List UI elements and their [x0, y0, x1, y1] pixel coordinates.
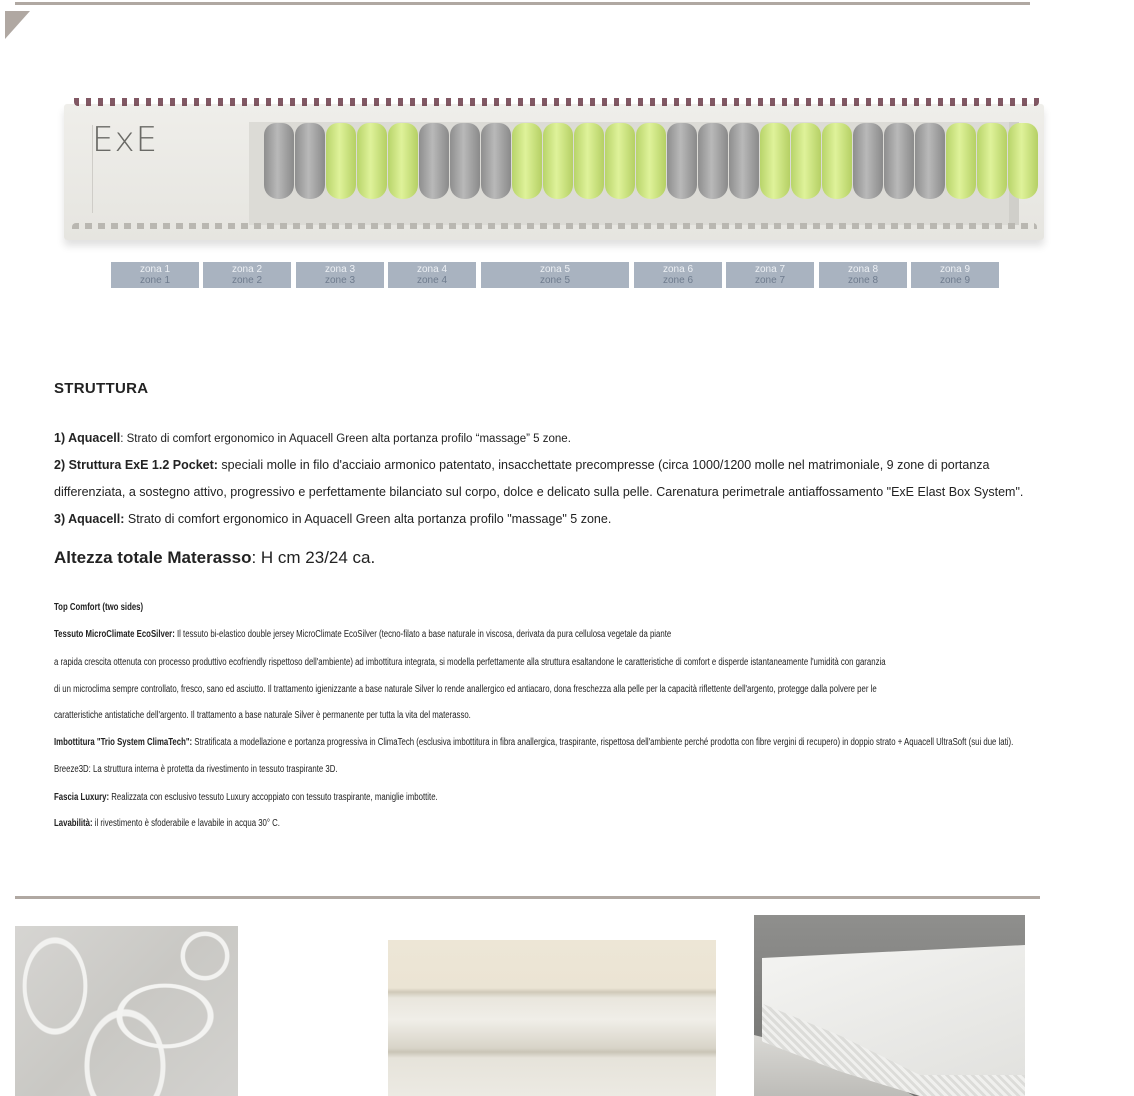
- top-comfort-label: Top Comfort (two sides): [54, 602, 144, 613]
- pocket-spring-gray: [667, 123, 697, 199]
- zone-8: [819, 262, 907, 288]
- item-text: speciali molle in filo d'acciaio armonico patentato, insacchettate precompresse (circa 1000/1200 molle nel matrimoniale, 9 zone di portanza: [217, 458, 990, 472]
- pocket-spring-gray: [481, 123, 511, 199]
- detail-label: Imbottitura "Trio System ClimaTech":: [54, 737, 193, 748]
- detail-text: Breeze3D: La struttura interna è protetta da rivestimento in tessuto traspirante 3D.: [54, 764, 338, 775]
- detail-text: il rivestimento è sfoderabile e lavabile in acqua 30° C.: [92, 818, 280, 829]
- detail-text: Realizzata con esclusivo tessuto Luxury accoppiato con tessuto traspirante, maniglie imbottite.: [109, 792, 438, 803]
- detail-label: Fascia Luxury:: [54, 792, 110, 803]
- zone-label-en: zone 2: [231, 275, 263, 286]
- foam-layers-photo: [388, 940, 716, 1096]
- zone-label-en: zone 4: [416, 275, 448, 286]
- zone-7: [726, 262, 814, 288]
- pocket-spring-green: [760, 123, 790, 199]
- zone-2: [203, 262, 291, 288]
- detail-text: Stratificata a modellazione e portanza progressiva in ClimaTech (esclusiva imbottitura in fibra anallergica, traspirante, rispettosa dell'ambiente perché prodotta con fibre vergini di recupero) in doppio strato + Aquacell UltraSoft (sui due lati).: [192, 737, 1014, 748]
- pocket-spring-green: [357, 123, 387, 199]
- top-comfort-heading: [54, 602, 143, 613]
- zone-5: [481, 262, 629, 288]
- pocket-spring-gray: [698, 123, 728, 199]
- zone-label-it: zona 7: [754, 264, 786, 275]
- zone-1: [111, 262, 199, 288]
- item-text: : Strato di comfort ergonomico in Aquacell Green alta portanza profilo “massage” 5 zone.: [120, 433, 571, 445]
- pocket-spring-gray: [884, 123, 914, 199]
- detail-line: [54, 764, 338, 775]
- zone-3: [296, 262, 384, 288]
- zone-label-en: zone 8: [847, 275, 879, 286]
- zone-label-it: zona 8: [847, 264, 879, 275]
- total-height-label: Altezza totale Materasso: [54, 548, 252, 567]
- zone-label-it: zona 6: [662, 264, 694, 275]
- pocket-spring-gray: [419, 123, 449, 199]
- detail-line: [54, 818, 280, 829]
- detail-label: Tessuto MicroClimate EcoSilver:: [54, 629, 175, 640]
- pocket-spring-green: [977, 123, 1007, 199]
- detail-text: di un microclima sempre controllato, fresco, sano ed asciutto. Il trattamento igienizzante a base naturale Silver lo rende anallergico ed antiacaro, dona freschezza alla pelle per la capacità riflettente dell'argento, protegge dalla polvere per le: [54, 684, 877, 695]
- zone-label-en: zone 5: [539, 275, 571, 286]
- zone-label-en: zone 9: [939, 275, 971, 286]
- massage-profile-top: [74, 98, 1039, 106]
- zone-6: [634, 262, 722, 288]
- zone-9: [911, 262, 999, 288]
- item-label: 2) Struttura ExE 1.2 Pocket:: [54, 458, 218, 472]
- item-text: differenziata, a sostegno attivo, progressivo e perfettamente bilanciato sul corpo, dolce e delicato sulla pelle. Carenatura perimetrale antiaffossamento "ExE Elast Box System".: [54, 485, 1024, 499]
- detail-line: [54, 737, 1013, 748]
- pocket-spring-green: [1008, 123, 1038, 199]
- section-heading-struttura: STRUTTURA: [54, 380, 149, 397]
- pocket-spring-green: [326, 123, 356, 199]
- pocket-spring-green: [822, 123, 852, 199]
- total-height: [54, 548, 375, 568]
- detail-line: [54, 792, 438, 803]
- struttura-item-1: [54, 431, 571, 445]
- massage-profile-bottom: [72, 223, 1037, 229]
- pocket-spring-gray: [450, 123, 480, 199]
- zone-label-it: zona 2: [231, 264, 263, 275]
- pocket-spring-green: [388, 123, 418, 199]
- item-label: 1) Aquacell: [54, 431, 121, 445]
- mattress-on-base-photo: [754, 915, 1025, 1096]
- pocket-spring-green: [636, 123, 666, 199]
- pocket-spring-gray: [853, 123, 883, 199]
- struttura-item-2: [54, 458, 990, 472]
- pocket-spring-gray: [295, 123, 325, 199]
- detail-text: a rapida crescita ottenuta con processo produttivo ecofriendly rispettoso dell'ambiente) ad imbottitura integrata, si modella perfettamente alla struttura esaltandone le caratteristiche di comfort e disperde istantaneamente l'umidità con garanzia: [54, 657, 886, 668]
- zone-4: [388, 262, 476, 288]
- zone-label-en: zone 6: [662, 275, 694, 286]
- pocket-spring-gray: [729, 123, 759, 199]
- item-label: 3) Aquacell:: [54, 512, 125, 526]
- pocket-spring-gray: [264, 123, 294, 199]
- pocket-spring-green: [791, 123, 821, 199]
- zone-label-it: zona 3: [324, 264, 356, 275]
- pocket-springs: [264, 123, 1038, 199]
- detail-text: caratteristiche antistatiche dell'argento. Il trattamento a base naturale Silver è permanente per tutta la vita del materasso.: [54, 710, 471, 721]
- zone-label-it: zona 4: [416, 264, 448, 275]
- pocket-spring-green: [512, 123, 542, 199]
- zone-label-en: zone 1: [139, 275, 171, 286]
- brand-logo: ExE: [92, 120, 159, 160]
- detail-line: [54, 710, 471, 721]
- detail-line: [54, 657, 886, 668]
- detail-text: Il tessuto bi-elastico double jersey MicroClimate EcoSilver (tecno-filato a base naturale in viscosa, derivata da pura cellulosa vegetale da piante: [174, 629, 672, 640]
- zone-label-en: zone 7: [754, 275, 786, 286]
- zone-label-it: zona 9: [939, 264, 971, 275]
- detail-line: [54, 684, 877, 695]
- pocket-spring-green: [605, 123, 635, 199]
- detail-line: [54, 629, 671, 640]
- pocket-spring-gray: [915, 123, 945, 199]
- struttura-item-2-cont: [54, 485, 1023, 499]
- pocket-spring-green: [574, 123, 604, 199]
- pocket-spring-green: [543, 123, 573, 199]
- bottom-divider: [15, 896, 1040, 899]
- zone-label-it: zona 5: [539, 264, 571, 275]
- corner-triangle-icon: [5, 11, 30, 39]
- mattress-cross-section: [64, 98, 1044, 248]
- zone-label-en: zone 3: [324, 275, 356, 286]
- item-text: Strato di comfort ergonomico in Aquacell Green alta portanza profilo "massage" 5 zone.: [124, 512, 612, 526]
- pocket-spring-green: [946, 123, 976, 199]
- top-divider: [15, 2, 1030, 5]
- embroidered-fabric-photo: [15, 926, 238, 1096]
- zone-label-it: zona 1: [139, 264, 171, 275]
- detail-label: Lavabilità:: [54, 818, 93, 829]
- struttura-item-3: [54, 512, 611, 526]
- total-height-value: : H cm 23/24 ca.: [251, 548, 376, 567]
